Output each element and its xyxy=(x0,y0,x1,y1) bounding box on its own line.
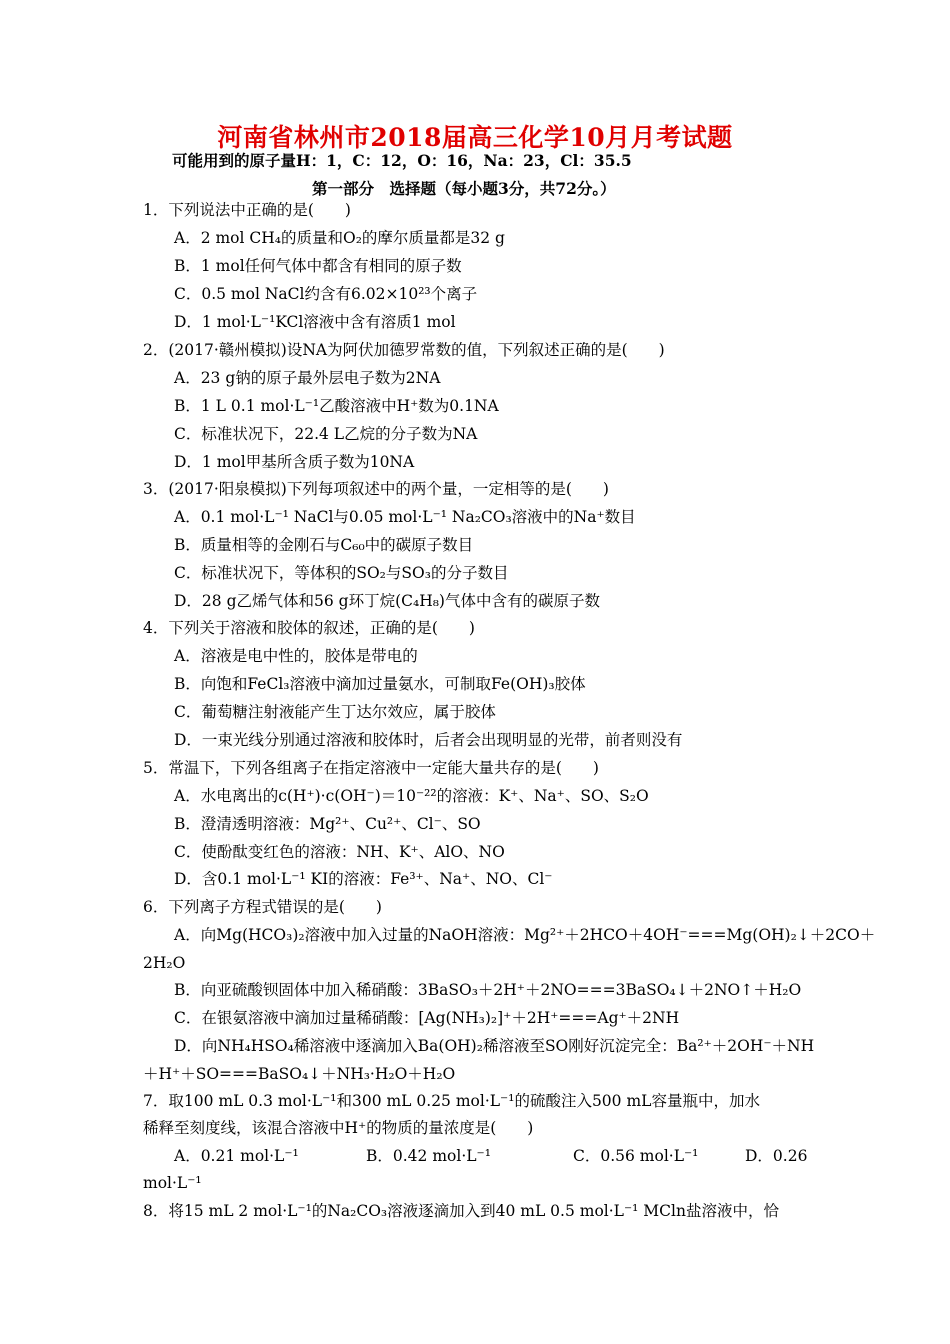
question-stem: 2．(2017·赣州模拟)设NA为阿伏加德罗常数的值，下列叙述正确的是( ) xyxy=(143,341,665,359)
question-stem: 8．将15 mL 2 mol·L⁻¹的Na₂CO₃溶液逐滴加入到40 mL 0.5 mol·L⁻¹ MCln盐溶液中，恰 xyxy=(143,1202,779,1220)
question-option: D．28 g乙烯气体和56 g环丁烷(C₄H₈)气体中含有的碳原子数 xyxy=(174,592,600,610)
question-option: A．水电离出的c(H⁺)·c(OH⁻)＝10⁻²²的溶液：K⁺、Na⁺、SO、S₂O xyxy=(174,787,649,805)
question-option: D．一束光线分别通过溶液和胶体时，后者会出现明显的光带，前者则没有 xyxy=(174,731,683,749)
atomic-masses: 可能用到的原子量H：1，C：12，O：16，Na：23，Cl：35.5 xyxy=(172,151,632,170)
question-option: C．使酚酞变红色的溶液：NH、K⁺、AlO、NO xyxy=(174,843,505,861)
question-option: D．1 mol·L⁻¹KCl溶液中含有溶质1 mol xyxy=(174,313,456,331)
question-option: C．在银氨溶液中滴加过量稀硝酸：[Ag(NH₃)₂]⁺＋2H⁺===Ag⁺＋2NH xyxy=(174,1009,680,1027)
question-stem: 6．下列离子方程式错误的是( ) xyxy=(143,898,382,916)
question-option-continuation: ＋H⁺＋SO===BaSO₄↓＋NH₃·H₂O＋H₂O xyxy=(143,1065,456,1083)
question-option: A．2 mol CH₄的质量和O₂的摩尔质量都是32 g xyxy=(174,229,505,247)
question-stem: 7．取100 mL 0.3 mol·L⁻¹和300 mL 0.25 mol·L⁻¹的硫酸注入500 mL容量瓶中，加水 xyxy=(143,1092,760,1110)
question-option: B．澄清透明溶液：Mg²⁺、Cu²⁺、Cl⁻、SO xyxy=(174,815,481,833)
section-title: 第一部分 选择题（每小题3分，共72分。） xyxy=(312,179,616,198)
question-stem: 3．(2017·阳泉模拟)下列每项叙述中的两个量，一定相等的是( ) xyxy=(143,480,609,498)
question-option: D．0.26 xyxy=(745,1147,808,1165)
question-stem: 4．下列关于溶液和胶体的叙述，正确的是( ) xyxy=(143,619,475,637)
question-option: C．标准状况下，等体积的SO₂与SO₃的分子数目 xyxy=(174,564,509,582)
document-title: 河南省林州市2018届高三化学10月月考试题 xyxy=(217,123,733,152)
question-option-continuation: 2H₂O xyxy=(143,954,186,972)
question-option: D．含0.1 mol·L⁻¹ KI的溶液：Fe³⁺、Na⁺、NO、Cl⁻ xyxy=(174,870,553,888)
question-option: A．0.1 mol·L⁻¹ NaCl与0.05 mol·L⁻¹ Na₂CO₃溶液中的Na⁺数目 xyxy=(174,508,636,526)
question-stem: 1．下列说法中正确的是( ) xyxy=(143,201,351,219)
question-option: A．溶液是电中性的，胶体是带电的 xyxy=(174,647,418,665)
question-option: A．0.21 mol·L⁻¹ xyxy=(174,1147,299,1165)
question-option: B．1 mol任何气体中都含有相同的原子数 xyxy=(174,257,462,275)
question-option: B．质量相等的金刚石与C₆₀中的碳原子数目 xyxy=(174,536,474,554)
question-stem-continuation: 稀释至刻度线，该混合溶液中H⁺的物质的量浓度是( ) xyxy=(143,1119,534,1137)
question-option-continuation: mol·L⁻¹ xyxy=(143,1174,202,1192)
question-option: B．向亚硫酸钡固体中加入稀硝酸：3BaSO₃＋2H⁺＋2NO===3BaSO₄↓＋2NO↑＋H₂O xyxy=(174,981,802,999)
question-option: A．23 g钠的原子最外层电子数为2NA xyxy=(174,369,441,387)
question-option: B．1 L 0.1 mol·L⁻¹乙酸溶液中H⁺数为0.1NA xyxy=(174,397,499,415)
question-option: C．葡萄糖注射液能产生丁达尔效应，属于胶体 xyxy=(174,703,496,721)
question-option: D．向NH₄HSO₄稀溶液中逐滴加入Ba(OH)₂稀溶液至SO刚好沉淀完全：Ba²⁺＋2OH⁻＋NH xyxy=(174,1037,815,1055)
question-option: C．标准状况下，22.4 L乙烷的分子数为NA xyxy=(174,425,478,443)
question-option: D．1 mol甲基所含质子数为10NA xyxy=(174,453,415,471)
question-option: C．0.5 mol NaCl约含有6.02×10²³个离子 xyxy=(174,285,478,303)
question-option: A．向Mg(HCO₃)₂溶液中加入过量的NaOH溶液：Mg²⁺＋2HCO＋4OH⁻===Mg(OH)₂↓＋2CO＋ xyxy=(174,926,876,944)
question-option: C．0.56 mol·L⁻¹ xyxy=(573,1147,699,1165)
question-option: B．0.42 mol·L⁻¹ xyxy=(366,1147,491,1165)
question-option: B．向饱和FeCl₃溶液中滴加过量氨水，可制取Fe(OH)₃胶体 xyxy=(174,675,586,693)
question-stem: 5．常温下，下列各组离子在指定溶液中一定能大量共存的是( ) xyxy=(143,759,599,777)
